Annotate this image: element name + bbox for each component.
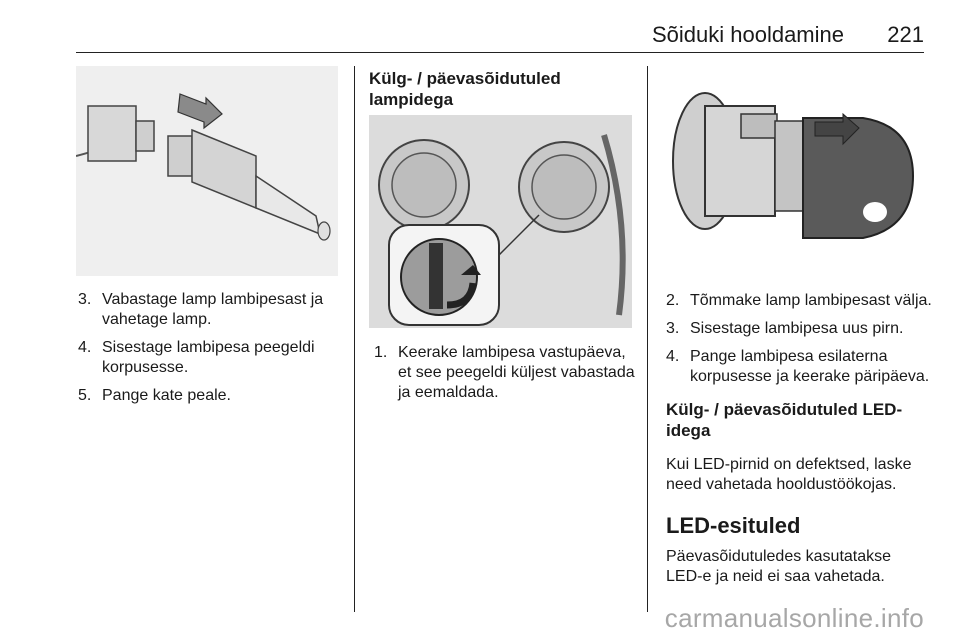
paragraph: Kui LED-pirnid on defektsed, laske need vahetada hooldustöökojas. (666, 456, 912, 493)
headlamp-socket-illustration (369, 115, 632, 328)
section-heading: Külg- / päevasõidutuled LED-idega (666, 400, 903, 440)
bulb-connector-illustration (76, 66, 338, 276)
list-item: 3. Sisestage lambipesa uus pirn. (666, 320, 904, 337)
list-item: 5. Pange kate peale. (78, 387, 231, 404)
bulb-socket-illustration (663, 66, 925, 278)
list-item: 4. Pange lambipesa esilaterna korpusesse ja keerake päripäeva. (666, 348, 930, 385)
column-divider-1 (354, 66, 355, 612)
column-3-text (666, 291, 934, 587)
section-heading: Külg- / päevasõidutuled lampidega (369, 69, 561, 109)
column-2-heading-block (369, 68, 634, 110)
page-number: 221 (887, 22, 924, 47)
paragraph: Päevasõidutuledes kasutatakse LED-e ja neid ei saa vahetada. (666, 548, 892, 585)
list-item: 2. Tõmmake lamp lambipesast välja. (666, 292, 932, 309)
list-item: 3. Vabastage lamp lambipesast ja vahetage lamp. (78, 291, 324, 328)
column-2-text (374, 343, 636, 411)
list-item: 4. Sisestage lambipesa peegeldi korpusesse. (78, 339, 315, 376)
page-header (76, 22, 924, 53)
page-title: Sõiduki hooldamine (651, 22, 844, 47)
column-divider-2 (647, 66, 648, 612)
watermark-text: carmanualsonline.info (664, 603, 924, 633)
section-title: LED-esituled (666, 513, 801, 538)
column-1-text (78, 290, 340, 414)
list-item: 1. Keerake lambipesa vastupäeva, et see peegeldi küljest vabastada ja eemaldada. (374, 344, 635, 401)
